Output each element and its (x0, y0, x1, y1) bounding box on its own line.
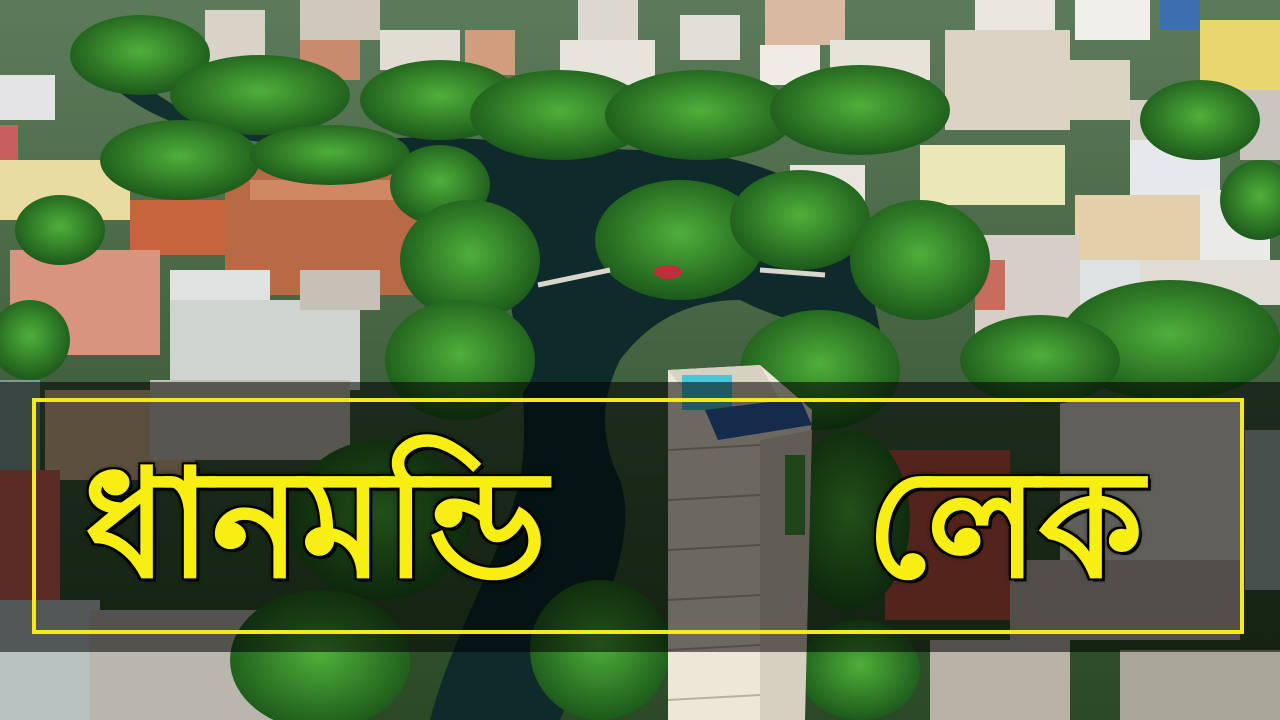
title-word-dhanmondi: ধানমন্ডি (84, 438, 548, 612)
title-word-lake: লেক (866, 438, 1144, 612)
island-roof (654, 265, 682, 279)
